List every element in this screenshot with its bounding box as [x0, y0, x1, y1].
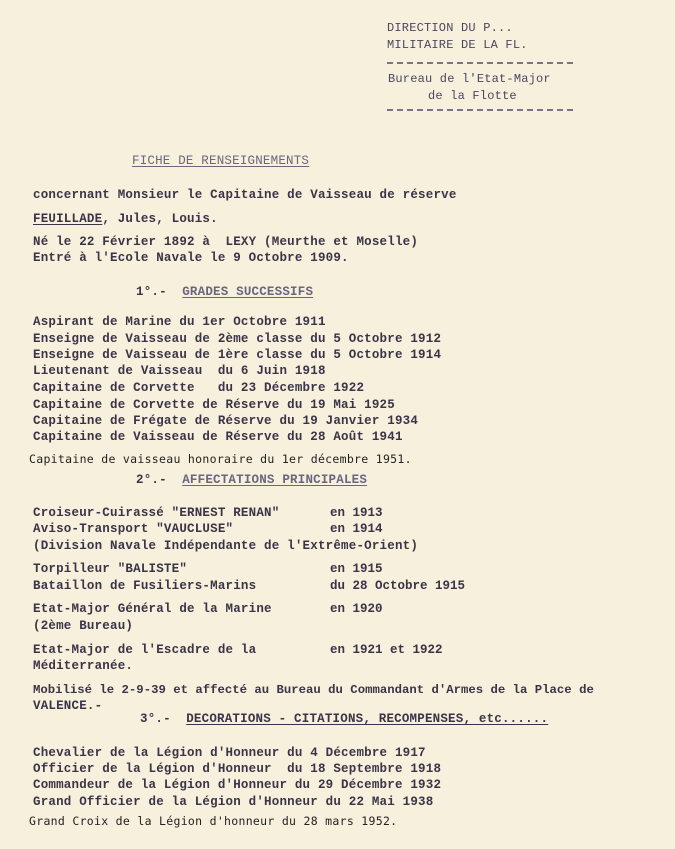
posting-left: Torpilleur "BALISTE" — [33, 562, 188, 576]
section-2-title: AFFECTATIONS PRINCIPALES — [182, 473, 368, 487]
header-separator-2 — [387, 109, 573, 111]
grade-item: Capitaine de Corvette du 23 Décembre 1922 — [33, 381, 365, 395]
grade-item: Enseigne de Vaisseau de 2ème classe du 5 Octobre 1912 — [33, 332, 442, 346]
section-1-title: GRADES SUCCESSIFS — [182, 285, 314, 299]
posting-left: (2ème Bureau) — [33, 619, 134, 633]
posting-right: en 1915 — [330, 562, 383, 576]
grade-item: Capitaine de Corvette de Réserve du 19 Mai 1925 — [33, 398, 395, 412]
decoration-item: Grand Officier de la Légion d'Honneur du 22 Mai 1938 — [33, 795, 434, 809]
header-line-1: DIRECTION DU P... — [387, 21, 513, 35]
posting-right: en 1913 — [330, 506, 383, 520]
section-1-heading — [136, 284, 313, 300]
posting-left: Aviso-Transport "VAUCLUSE" — [33, 522, 234, 536]
posting-right: du 28 Octobre 1915 — [330, 579, 466, 593]
posting-right: en 1921 et 1922 — [330, 643, 443, 657]
birth-line: Né le 22 Février 1892 à LEXY (Meurthe et Moselle) — [33, 235, 419, 249]
person-given-names: , Jules, Louis. — [102, 212, 218, 226]
section-1-number: 1°.- — [136, 285, 167, 299]
grade-typed-addition: Capitaine de vaisseau honoraire du 1er décembre 1951. — [29, 452, 412, 466]
header-line-3: Bureau de l'Etat-Major — [388, 72, 551, 86]
person-surname: FEUILLADE — [33, 212, 103, 226]
document-title: FICHE DE RENSEIGNEMENTS — [132, 154, 310, 168]
posting-left: (Division Navale Indépendante de l'Extrême-Orient) — [33, 539, 419, 553]
section-3-title: DECORATIONS - CITATIONS, RECOMPENSES, etc...... — [186, 712, 549, 726]
person-name-line — [33, 211, 218, 227]
grade-item: Enseigne de Vaisseau de 1ère classe du 5 Octobre 1914 — [33, 348, 442, 362]
section-2-heading — [136, 472, 367, 488]
school-line: Entré à l'Ecole Navale le 9 Octobre 1909. — [33, 251, 349, 265]
header-line-4: de la Flotte — [428, 89, 517, 103]
section-2-number: 2°.- — [136, 473, 167, 487]
grade-item: Capitaine de Frégate de Réserve du 19 Janvier 1934 — [33, 414, 419, 428]
posting-right: en 1920 — [330, 602, 383, 616]
decoration-item: Chevalier de la Légion d'Honneur du 4 Décembre 1917 — [33, 746, 426, 760]
grade-item: Capitaine de Vaisseau de Réserve du 28 Août 1941 — [33, 430, 403, 444]
posting-left: Méditerranée. — [33, 659, 134, 673]
intro-line: concernant Monsieur le Capitaine de Vaisseau de réserve — [33, 188, 457, 202]
posting-left: Croiseur-Cuirassé "ERNEST RENAN" — [33, 506, 280, 520]
mobilisation-line-2: VALENCE.- — [33, 699, 103, 713]
mobilisation-line-1: Mobilisé le 2-9-39 et affecté au Bureau du Commandant d'Armes de la Place de — [33, 683, 594, 697]
posting-right: en 1914 — [330, 522, 383, 536]
header-separator-1 — [387, 62, 573, 64]
posting-left: Etat-Major de l'Escadre de la — [33, 643, 257, 657]
section-3-heading — [140, 711, 548, 727]
section-3-number: 3°.- — [140, 712, 171, 726]
grade-item: Aspirant de Marine du 1er Octobre 1911 — [33, 315, 326, 329]
decoration-item: Officier de la Légion d'Honneur du 18 Septembre 1918 — [33, 762, 442, 776]
grade-item: Lieutenant de Vaisseau du 6 Juin 1918 — [33, 364, 326, 378]
posting-left: Bataillon de Fusiliers-Marins — [33, 579, 257, 593]
decoration-item: Commandeur de la Légion d'Honneur du 29 Décembre 1932 — [33, 778, 442, 792]
posting-left: Etat-Major Général de la Marine — [33, 602, 272, 616]
decoration-typed-addition: Grand Croix de la Légion d'honneur du 28 mars 1952. — [29, 814, 398, 828]
header-line-2: MILITAIRE DE LA FL. — [387, 38, 528, 52]
